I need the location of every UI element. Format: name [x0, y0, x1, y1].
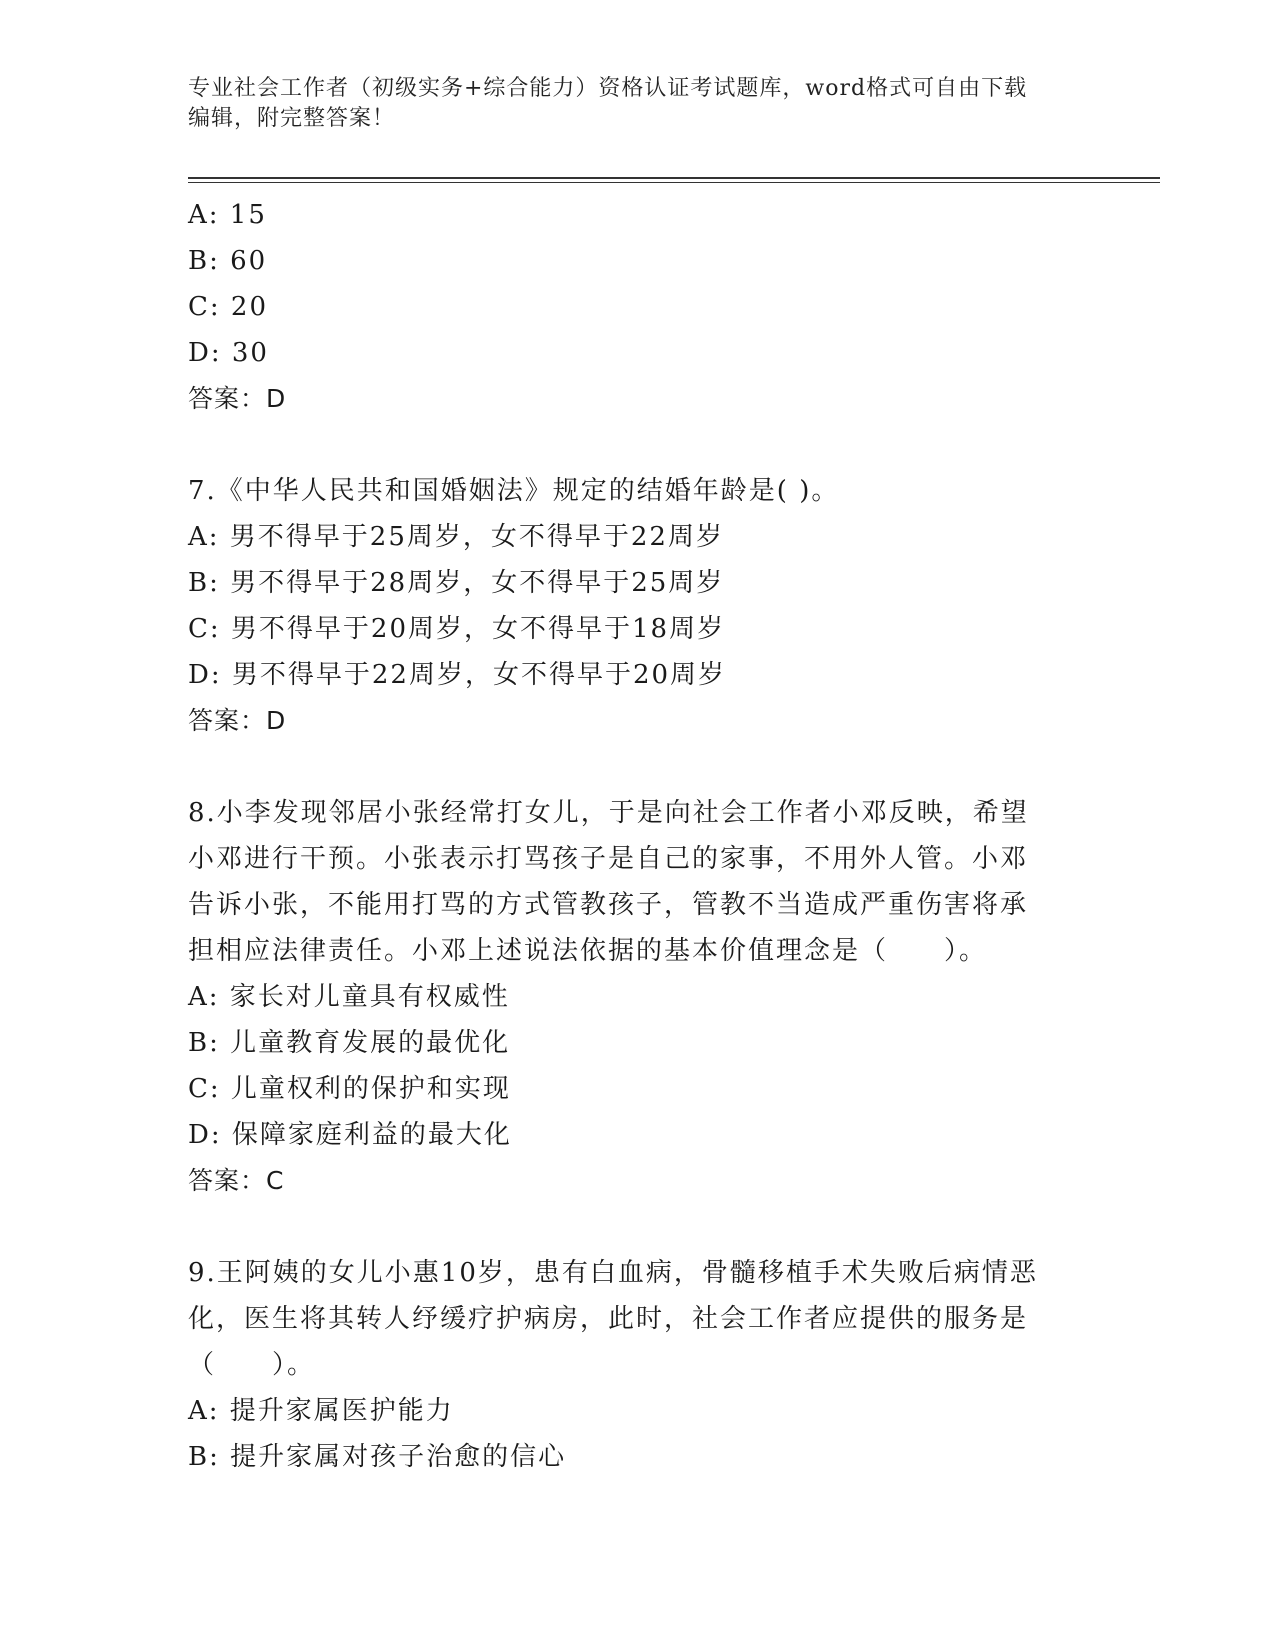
q8-stem-line-1: 8.小李发现邻居小张经常打女儿，于是向社会工作者小邓反映，希望: [188, 798, 1029, 828]
q8-option-b: B: 儿童教育发展的最优化: [188, 1028, 511, 1058]
q8-stem-line-2: 小邓进行干预。小张表示打骂孩子是自己的家事，不用外人管。小邓: [188, 844, 1029, 874]
q8-stem-line-4: 担相应法律责任。小邓上述说法依据的基本价值理念是（ ）。: [188, 936, 988, 966]
q7-option-c: C: 男不得早于20周岁，女不得早于18周岁: [188, 614, 726, 644]
q9-option-b: B: 提升家属对孩子治愈的信心: [188, 1442, 567, 1472]
question-9: [188, 1250, 1088, 1480]
document-header: [188, 74, 1088, 134]
q6-answer: 答案：D: [188, 384, 287, 413]
q8-option-a: A: 家长对儿童具有权威性: [188, 982, 510, 1012]
q7-stem-line-1: 7.《中华人民共和国婚姻法》规定的结婚年龄是( )。: [188, 476, 840, 506]
question-list: [188, 192, 1088, 1480]
q9-stem-line-2: 化，医生将其转人纾缓疗护病房，此时，社会工作者应提供的服务是: [188, 1304, 1029, 1334]
q6-option-d: D: 30: [188, 338, 269, 368]
q6-option-c: C: 20: [188, 292, 269, 322]
q7-answer: 答案：D: [188, 706, 287, 735]
q8-option-d: D: 保障家庭利益的最大化: [188, 1120, 512, 1150]
q6-option-b: B: 60: [188, 246, 268, 276]
q9-stem-line-1: 9.王阿姨的女儿小惠10岁，患有白血病，骨髓移植手术失败后病情恶: [188, 1258, 1038, 1288]
q8-option-c: C: 儿童权利的保护和实现: [188, 1074, 511, 1104]
header-line-1: 专业社会工作者（初级实务+综合能力）资格认证考试题库，word格式可自由下载: [188, 76, 1028, 101]
q8-answer: 答案：C: [188, 1166, 285, 1195]
q7-option-b: B: 男不得早于28周岁，女不得早于25周岁: [188, 568, 725, 598]
header-divider-thin: [188, 182, 1160, 183]
q7-option-a: A: 男不得早于25周岁，女不得早于22周岁: [188, 522, 724, 552]
question-6: [188, 192, 1088, 422]
q6-option-a: A: 15: [188, 200, 267, 230]
header-line-2: 编辑，附完整答案！: [188, 106, 396, 131]
q9-option-a: A: 提升家属医护能力: [188, 1396, 454, 1426]
question-7: [188, 468, 1088, 744]
question-8: [188, 790, 1088, 1204]
q8-stem-line-3: 告诉小张，不能用打骂的方式管教孩子，管教不当造成严重伤害将承: [188, 890, 1029, 920]
q7-option-d: D: 男不得早于22周岁，女不得早于20周岁: [188, 660, 727, 690]
header-divider-thick: [188, 177, 1160, 179]
q9-stem-line-3: （ ）。: [188, 1350, 316, 1380]
